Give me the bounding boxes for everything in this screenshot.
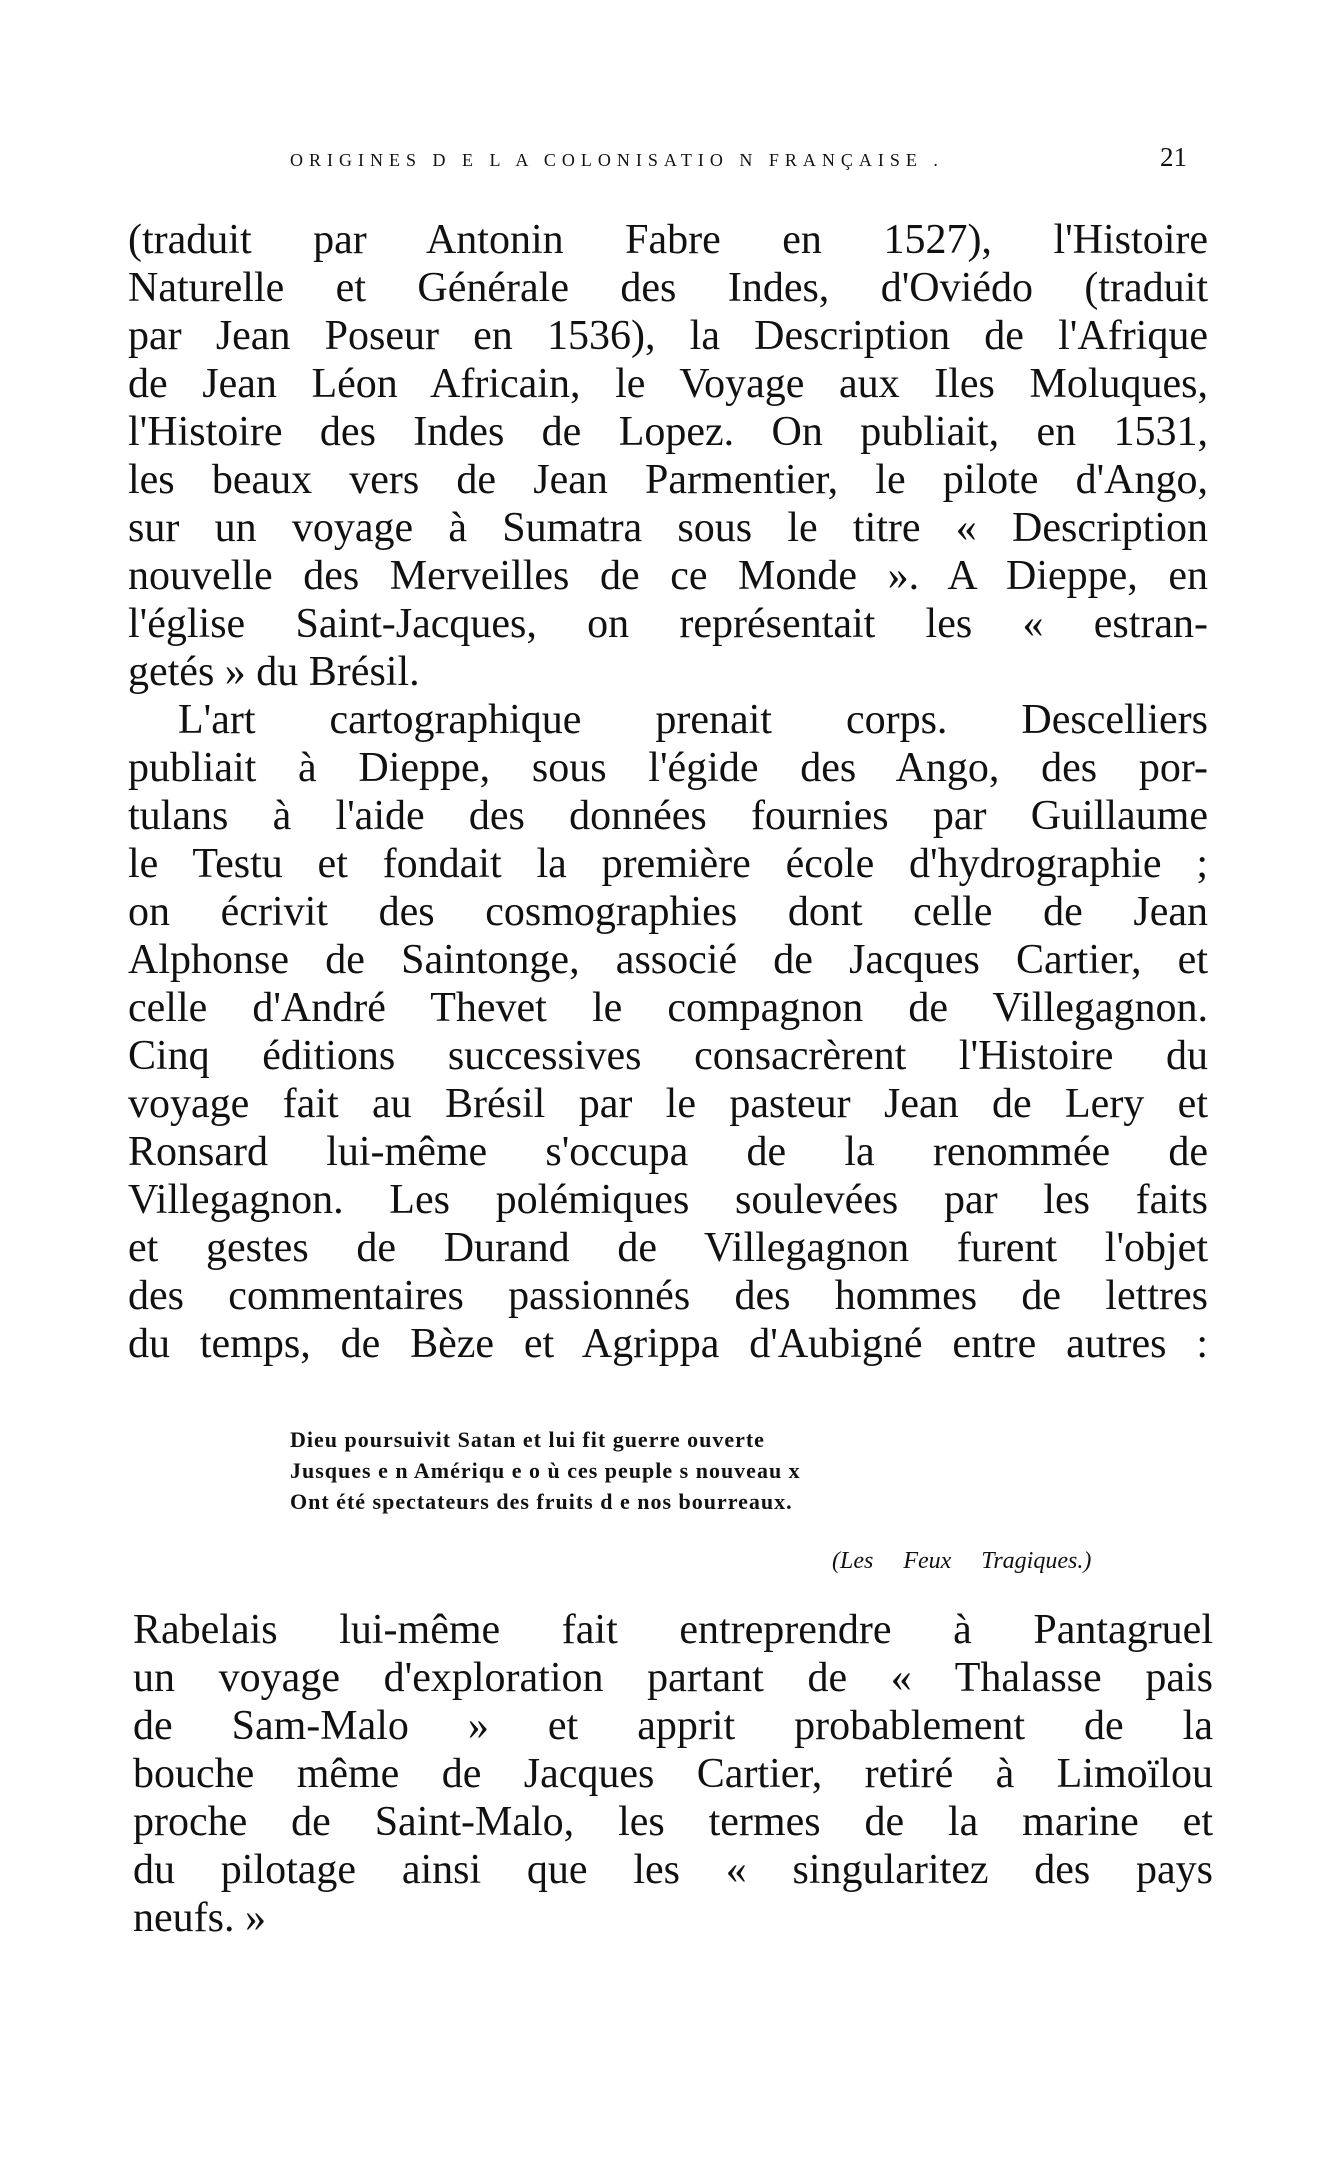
text-line: par Jean Poseur en 1536), la Description de l'Afrique: [128, 313, 1208, 359]
text-line: voyage fait au Brésil par le pasteur Jean de Lery et: [128, 1081, 1208, 1127]
verse-line: Ont été spectateurs des fruits d e nos bourreaux.: [290, 1489, 793, 1514]
text-line: l'Histoire des Indes de Lopez. On publiait, en 1531,: [128, 409, 1208, 455]
text-line: neufs. »: [133, 1895, 266, 1941]
text-line: publiait à Dieppe, sous l'égide des Ango, des por-: [128, 745, 1208, 791]
quote-citation: (Les Feux Tragiques.): [832, 1548, 1092, 1574]
text-line: proche de Saint-Malo, les termes de la marine et: [133, 1799, 1213, 1845]
paragraph-2: [128, 696, 1208, 1368]
text-line: tulans à l'aide des données fournies par Guillaume: [128, 793, 1208, 839]
text-line: le Testu et fondait la première école d'hydrographie ;: [128, 841, 1208, 887]
text-line: du temps, de Bèze et Agrippa d'Aubigné entre autres :: [128, 1321, 1208, 1367]
text-line: Naturelle et Générale des Indes, d'Oviédo (traduit: [128, 265, 1208, 311]
text-line: du pilotage ainsi que les « singularitez des pays: [133, 1847, 1213, 1893]
body-text-upper: [128, 216, 1208, 1368]
text-line: Alphonse de Saintonge, associé de Jacques Cartier, et: [128, 937, 1208, 983]
running-title: ORIGINES D E L A COLONISATIO N FRANÇAISE .: [290, 150, 944, 170]
text-line: les beaux vers de Jean Parmentier, le pilote d'Ango,: [128, 457, 1208, 503]
verse-line: Jusques e n Amériqu e o ù ces peuple s nouveau x: [290, 1458, 801, 1483]
text-line: Villegagnon. Les polémiques soulevées par les faits: [128, 1177, 1208, 1223]
paragraph-1: [128, 216, 1208, 696]
text-line: on écrivit des cosmographies dont celle de Jean: [128, 889, 1208, 935]
text-line: L'art cartographique prenait corps. Descelliers: [178, 697, 1208, 743]
text-line: bouche même de Jacques Cartier, retiré à Limoïlou: [133, 1751, 1213, 1797]
text-line: l'église Saint-Jacques, on représentait les « estran-: [128, 601, 1208, 647]
verse-line: Dieu poursuivit Satan et lui fit guerre ouverte: [290, 1427, 765, 1452]
text-line: de Sam-Malo » et apprit probablement de la: [133, 1703, 1213, 1749]
text-line: Cinq éditions successives consacrèrent l'Histoire du: [128, 1033, 1208, 1079]
text-line: de Jean Léon Africain, le Voyage aux Iles Moluques,: [128, 361, 1208, 407]
text-line: Ronsard lui-même s'occupa de la renommée de: [128, 1129, 1208, 1175]
text-line: celle d'André Thevet le compagnon de Villegagnon.: [128, 985, 1208, 1031]
text-line: sur un voyage à Sumatra sous le titre « Description: [128, 505, 1208, 551]
paragraph-3: [133, 1606, 1213, 1942]
text-line: un voyage d'exploration partant de « Thalasse pais: [133, 1655, 1213, 1701]
verse-quotation: [290, 1424, 801, 1517]
text-line: nouvelle des Merveilles de ce Monde ». A Dieppe, en: [128, 553, 1208, 599]
text-line: getés » du Brésil.: [128, 649, 420, 695]
page-number: 21: [1160, 142, 1187, 172]
text-line: et gestes de Durand de Villegagnon furent l'objet: [128, 1225, 1208, 1271]
text-line: Rabelais lui-même fait entreprendre à Pantagruel: [133, 1607, 1213, 1653]
text-line: des commentaires passionnés des hommes de lettres: [128, 1273, 1208, 1319]
body-text-lower: [133, 1606, 1213, 1942]
text-line: (traduit par Antonin Fabre en 1527), l'Histoire: [128, 217, 1208, 263]
